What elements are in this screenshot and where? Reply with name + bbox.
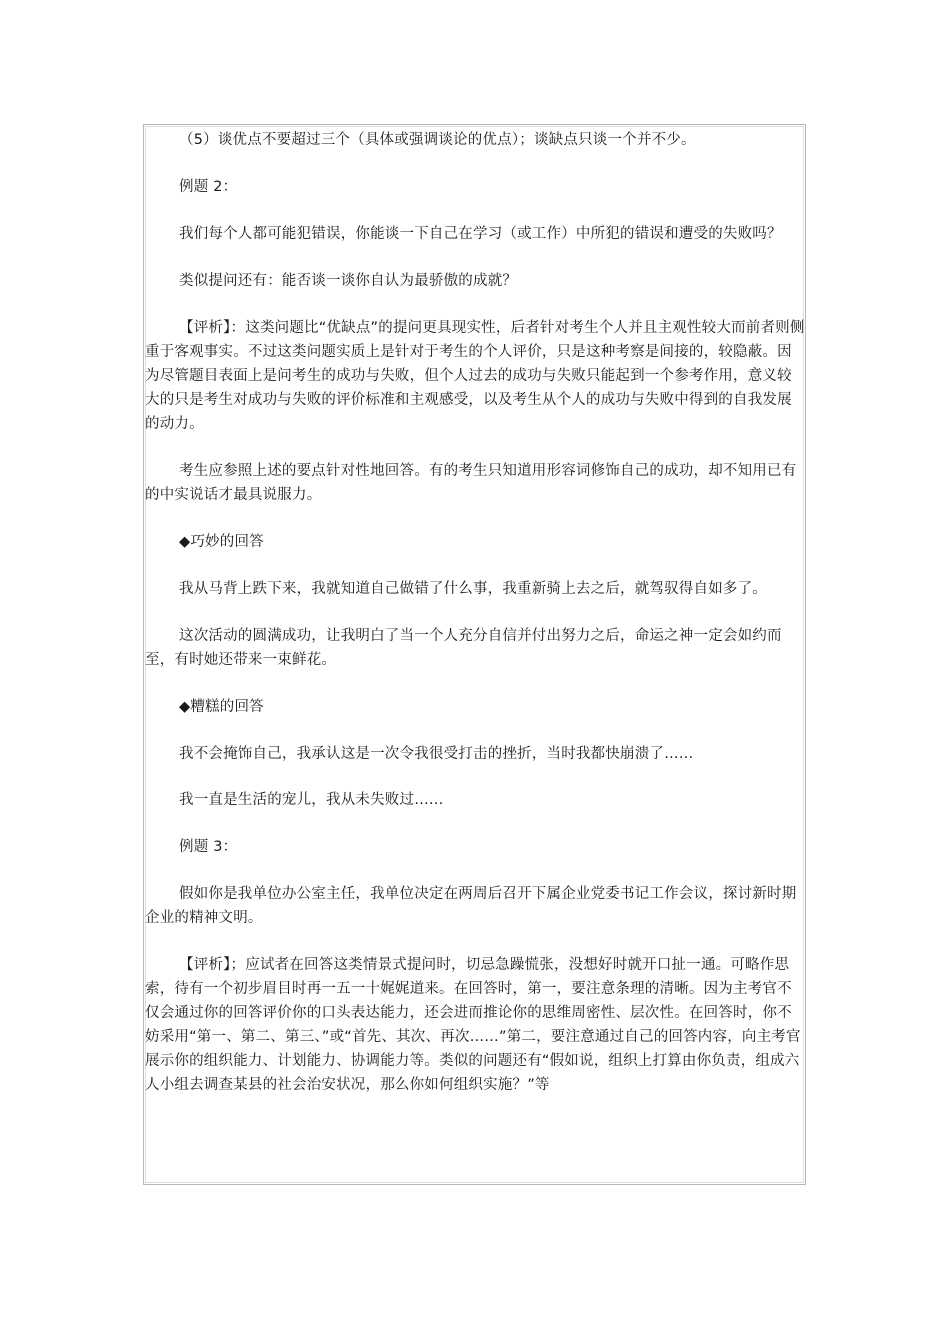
heading-bad-answer: ◆糟糕的回答 xyxy=(179,699,264,715)
heading-example-3: 例题 3： xyxy=(179,839,238,855)
paragraph-bad-answer-2: 我一直是生活的宠儿，我从未失败过…… xyxy=(179,792,444,808)
paragraph-analysis-3: 【评析】；应试者在回答这类情景式提问时，切忌急躁慌张，没想好时就开口扯一通。可略作思索，待有一个初步眉目时再一五一十娓娓道来。在回答时，第一，要注意条理的清晰。因为主考官不仅会通过你的回答评价你的口头表达能力，还会进而推论你的思维周密性、层次性。在回答时，你不妨采用“第一、第二、第三、”或“首先、其次、再次……”第二，要注意通过自己的回答内容，向主考官展示你的组织能力、计划能力、协调能力等。类似的问题还有“假如说，组织上打算由你负责，组成六人小组去调查某县的社会治安状况，那么你如何组织实施？”等 xyxy=(145,957,801,1093)
paragraph-question-3: 假如你是我单位办公室主任，我单位决定在两周后召开下属企业党委书记工作会议，探讨新时期企业的精神文明。 xyxy=(145,886,797,926)
paragraph-clever-answer-1: 我从马背上跌下来，我就知道自己做错了什么事，我重新骑上去之后，就驾驭得自如多了。 xyxy=(179,581,767,597)
paragraph-similar-question: 类似提问还有：能否谈一谈你自认为最骄傲的成就？ xyxy=(179,273,518,289)
heading-clever-answer: ◆巧妙的回答 xyxy=(179,534,264,550)
paragraph-question-2: 我们每个人都可能犯错误，你能谈一下自己在学习（或工作）中所犯的错误和遭受的失败吗？ xyxy=(179,226,782,242)
document-body xyxy=(145,128,805,1097)
paragraph-analysis-2: 【评析】：这类问题比“优缺点”的提问更具现实性，后者针对考生个人并且主观性较大而前者则侧重于客观事实。不过这类问题实质上是针对于考生的个人评价，只是这种考察是间接的，较隐蔽。因为尽管题目表面上是问考生的成功与失败，但个人过去的成功与失败只能起到一个参考作用，意义较大的只是考生对成功与失败的评价标准和主观感受，以及考生从个人的成功与失败中得到的自我发展的动力。 xyxy=(145,320,805,432)
paragraph-tip-5: （5）谈优点不要超过三个（具体或强调谈论的优点）；谈缺点只谈一个并不少。 xyxy=(179,132,696,148)
paragraph-bad-answer-1: 我不会掩饰自己，我承认这是一次令我很受打击的挫折，当时我都快崩溃了…… xyxy=(179,746,694,762)
heading-example-2: 例题 2： xyxy=(179,179,238,195)
paragraph-advice: 考生应参照上述的要点针对性地回答。有的考生只知道用形容词修饰自己的成功，却不知用已有的中实说话才最具说服力。 xyxy=(145,463,797,503)
paragraph-clever-answer-2: 这次活动的圆满成功，让我明白了当一个人充分自信并付出努力之后，命运之神一定会如约而至，有时她还带来一束鲜花。 xyxy=(145,628,782,668)
